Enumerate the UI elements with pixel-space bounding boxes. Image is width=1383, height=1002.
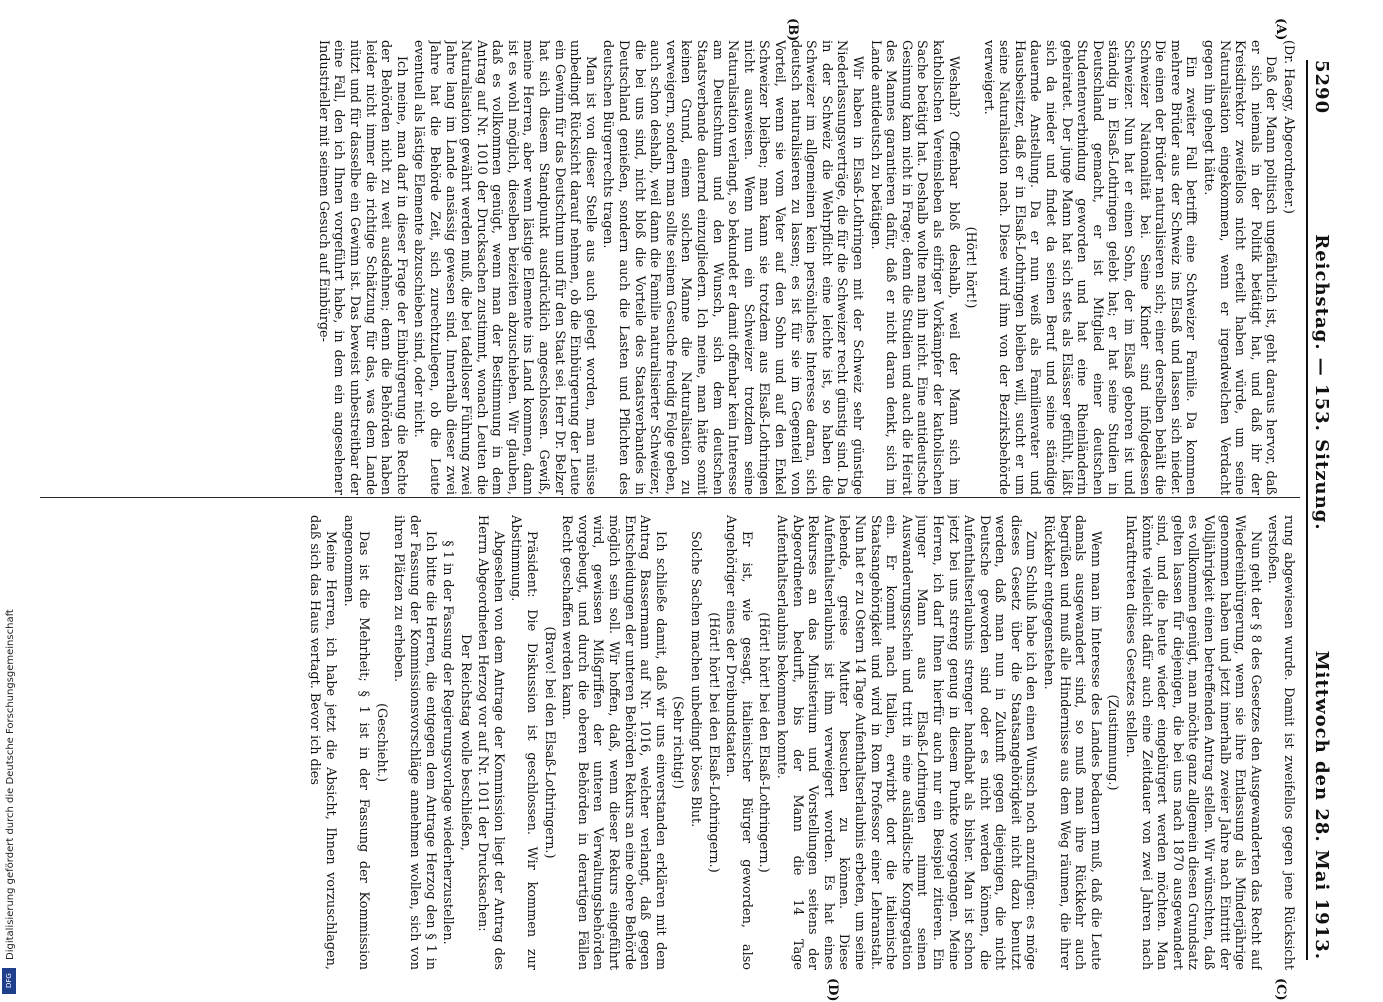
digitization-credit	[4, 30, 18, 970]
paragraph: (Hört! hört!)	[963, 226, 979, 309]
rotated-document-page	[20, 0, 1340, 1000]
paragraph: Daß der Mann politisch ungefährlich ist, geht daraus hervor, daß er sich niemals in der Politik betätigt hat, und daß ihr der Kreisdirektor zweifellos nicht erteilt haben würde, um seine Naturalisation eingekommen, wenn er irgendwelchen Verdacht gegen ihn gehegt hätte.	[1201, 40, 1279, 495]
paragraph: Wir haben in Elsaß-Lothringen mit der Schweiz sehr günstige Niederlassungsverträge, die für die Schweizer recht günstig sind. Da in der Schweiz die Wehrpflicht eine leichte ist, so haben die Schweizer im allgemeinen kein persönliches Interesse daran, sich deutsch naturalisieren zu lassen; es ist für sie im Gegenteil von Vorteil, wenn sie vom Vater auf den Sohn und auf den Enkel Schweizer bleiben; man kann sie trotzdem aus Elsaß-Lothringen nicht ausweisen. Wenn nun ein Schweizer trotzdem seine Naturalisation verlangt, so bekundet er damit offenbar kein Interesse am Deutschtum und den Wunsch, sich dem deutschen Staatsverbande dauernd einzugliedern. Ich meine, man hätte somit keinen Grund, einem solchen Manne die Naturalisation zu verweigern, sondern man sollte seinem Gesuche freudig Folge geben, auch schon deshalb, weil dann die Familie naturalisierter Schweizer, die bei uns sind, nicht bloß die Vorteile des Staatsverbandes in Deutschland genießen, sondern auch die Lasten und Pflichten des deutschen Bürgerrechts tragen.	[600, 40, 865, 495]
paragraph: (Zustimmung.)	[1105, 694, 1121, 791]
paragraph: Präsident: Die Diskussion ist geschlossen. Wir kommen zur Abstimmung.	[508, 515, 540, 970]
paragraph: Zum Schluß habe ich den einen Wunsch noch anzufügen: es möge dieses Gesetz über die Staatsangehörigkeit nicht dazu benutzt werden, daß man nun in Zukunft gegen diejenigen, die nicht Deutsche geworden sind oder es nicht werden können, die Aufenthaltserlaubnis strenger handhabt als bisher. Man ist schon jetzt bei uns streng genug in diesem Punkte vorgegangen. Meine Herren, ich darf Ihnen hierfür auch nur ein Beispiel zitieren. Ein junger Mann aus Elsaß-Lothringen nimmt seinen Auswanderungsschein und tritt in eine ausländische Kongregation ein. Er kommt nach Italien, erwirbt dort die italienische Staatsangehörigkeit und wird in Rom Professor einer Lehranstalt. Nun hat er zu Ostern 14 Tage Aufenthaltserlaubnis erbeten, um seine lebende, greise Mutter besuchen zu können. Diese Aufenthaltserlaubnis ist ihm verweigert worden. Es hat eines Rekurses an das Ministerium und Vorstellungen seitens der Abgeordneten bedurft, bis der Mann die 14 Tage Aufenthaltserlaubnis bekommen konnte.	[774, 515, 1039, 970]
paragraph: Ich bitte die Herren, die entgegen dem Antrage Herzog den § 1 in der Fassung der Kommissionsvorschläge annehmen wollen, sich von ihren Plätzen zu erheben.	[391, 515, 438, 970]
paragraph: Abgesehen von dem Antrage der Kommission liegt der Antrag des Herrn Abgeordneten Herzog vor auf Nr. 1011 der Drucksachen:	[475, 515, 506, 970]
session-date: Mittwoch den 28. Mai 1913.	[1311, 650, 1333, 960]
credit-text: Digitalisierung gefördert durch die Deutsche Forschungsgemeinschaft	[5, 609, 16, 960]
paragraph: Weshalb? Offenbar bloß deshalb, weil der Mann sich im katholischen Vereinsleben als eifriger Vorkämpfer der katholischen Sache betätigt hat. Deshalb wollte man ihn nicht. Eine antideutsche Gesinnung kam nicht in Frage; denn die Studien und auch die Heirat des Mannes garantieren dafür, daß er nicht daran denkt, sich im Lande antideutsch zu betätigen.	[867, 40, 961, 495]
dfg-logo	[2, 968, 16, 994]
paragraph: (Sehr richtig!)	[670, 696, 686, 789]
paragraph: (Bravo! bei den Elsaß-Lothringern.)	[541, 626, 557, 859]
paragraph: Ich meine, man darf in dieser Frage der Einbürgerung die Rechte der Behörden nicht zu weit ausdehnen; denn die Behörden haben leider nicht immer die richtige Schätzung für das, was dem Lande nützt und für dasselbe ein Gewinn ist. Das beweist unbestreitbar der eine Fall, den ich Ihnen vorgeführt habe, in dem ein angesehener Industrieller mit seinem Gesuch auf Einbürge-	[315, 40, 409, 495]
paragraph: Man ist von dieser Stelle aus auch gelegt worden, man müsse unbedingt Rücksicht darauf nehmen, ob die Einbürgerung der Leute ein Gewinn für das Deutschtum und für den Staat sei. Herr Dr. Belzer hat sich diesem Standpunkt ausdrücklich angeschlossen. Gewiß, meine Herren, aber wenn lästige Elemente ins Land kommen, dann ist es wohl möglich, dieselben beizeiten abzuschieben. Wir glauben, daß es vollkommen genügt, wenn man der Bestimmung in dem Antrag auf Nr. 1010 der Drucksachen zustimmt, wonach Leuten die Naturalisation gewährt werden muß, die bei tadelloser Führung zwei Jahre lang im Lande ansässig gewesen sind. Innerhalb dieser zwei Jahre hat die Behörde Zeit, sich zurechtzulegen, ob die Leute eventuell als lästige Elemente abzuschieben sind, oder nicht.	[411, 40, 598, 495]
left-column	[40, 40, 1296, 495]
paragraph: Meine Herren, ich habe jetzt die Absicht, Ihnen vorzuschlagen, daß sich das Haus vertagt. Bevor ich dies	[307, 515, 338, 970]
paragraph: Ich schließe damit, daß wir uns einverstanden erklären mit dem Antrag Bassermann auf Nr. 1016, welcher verlangt, daß gegen Entscheidungen der unteren Behörden Rekurs an eine obere Behörde möglich sein soll. Wir hoffen, daß, wenn dieser Rekurs eingeführt wird, gewissen Mißgriffen der unteren Verwaltungsbehörden vorgebeugt, und durch die oberen Behörden in derartigen Fällen Recht geschaffen werden kann.	[559, 515, 668, 970]
paragraph: (Hört! hört! bei den Elsaß-Lothringern.)	[756, 612, 772, 873]
paragraph: Das ist die Mehrheit; § 1 ist in der Fassung der Kommission angenommen.	[340, 515, 372, 970]
dfg-logo-text: DFG	[5, 973, 13, 989]
paragraph: (Hört! hört! bei den Elsaß-Lothringern.)	[705, 612, 721, 873]
margin-mark-b: (B)	[785, 18, 800, 42]
paragraph: § 1 in der Fassung der Regierungsvorlage wiederherzustellen.	[440, 540, 456, 945]
right-column	[40, 515, 1296, 970]
paragraph: Wenn man im Interesse des Landes bedauern muß, daß die Leute damals ausgewandert sind, so muß man ihre Rückkehr auch begrüßen und muß alle Hindernisse aus dem Weg räumen, die ihrer Rückkehr entgegenstehen.	[1041, 515, 1103, 970]
margin-mark-d: (D)	[825, 978, 840, 1002]
page-title: Reichstag. — 153. Sitzung.	[1311, 234, 1333, 531]
margin-mark-a: (A)	[1273, 18, 1288, 41]
page-header	[1306, 60, 1336, 960]
paragraph: Nun geht der § 8 des Gesetzes den Ausgewanderten das Recht auf Wiedereinbürgerung, wenn sie ihre Entlassung als Minderjährige genommen haben und jetzt innerhalb zweier Jahre nach Eintritt der Volljährigkeit einen betreffenden Antrag stellen. Wir wünschten, daß es vollkommen genügt, man möchte ganz allgemein diesen Grundsatz gelten lassen für diejenigen, die bei uns nach 1870 ausgewandert sind, und die heute wieder eingebürgert werden möchten. Man könnte vielleicht dafür auch eine Zeitdauer von zwei Jahren nach Inkrafttreten dieses Gesetzes stellen.	[1123, 515, 1263, 970]
page-number: 5290	[1311, 60, 1333, 115]
paragraph: (Geschieht.)	[373, 703, 389, 782]
column-divider	[40, 497, 1300, 498]
paragraph: rung abgewiesen wurde. Damit ist zweifellos gegen jene Rücksicht verstoßen.	[1265, 515, 1296, 970]
paragraph: Der Reichstag wolle beschließen,	[457, 634, 473, 851]
paragraph: Ein zweiter Fall betrifft eine Schweizer Familie. Da kommen mehrere Brüder aus der Schweiz ins Elsaß und lassen sich nieder. Die einen der Brüder naturalisieren sich; einer derselben behält die Schweizer Nationalität bei. Seine Kinder sind infolgedessen Schweizer. Nun hat er einen Sohn, der im Elsaß geboren ist und ständig in Elsaß-Lothringen gelebt hat; er hat seine Studien in Deutschland gemacht, er ist Mitglied einer deutschen Studentenverbindung geworden und hat eine Rheinländerin geheiratet. Der junge Mann hat sich stets als Elsässer gefühlt, läßt sich da nieder und findet da seinen Beruf und seine ständige dauernde Anstellung. Da er nun weiß als Familienvater und Hausbesitzer, daß er in Elsaß-Lothringen bleiben will, sucht er um seine Naturalisation nach. Diese wird ihm von der Bezirksbehörde verweigert.	[980, 40, 1199, 495]
paragraph: (Dr. Haegy, Abgeordneter.)	[1281, 40, 1296, 214]
paragraph: Solche Sachen machen unbedingt böses Blut.	[688, 531, 704, 828]
paragraph: Er ist, wie gesagt, italienischer Bürger geworden, also Angehöriger eines der Dreibundstaaten.	[723, 515, 754, 970]
margin-mark-c: (C)	[1273, 978, 1288, 1001]
